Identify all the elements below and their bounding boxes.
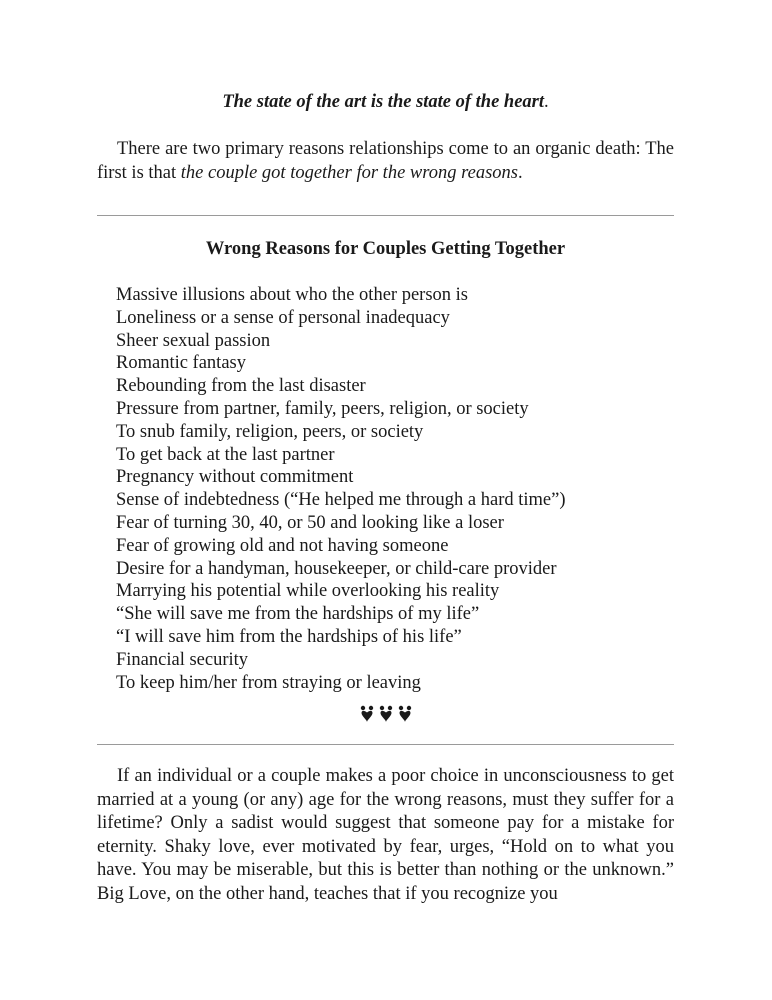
list-item: Romantic fantasy — [116, 353, 246, 374]
list-item: To get back at the last partner — [116, 444, 335, 465]
epigraph — [97, 90, 674, 114]
list-item: Fear of turning 30, 40, or 50 and looking like a loser — [116, 512, 504, 533]
intro-text: There are two primary reasons relationships come to an organic death: The first is that — [97, 139, 674, 183]
reasons-list — [116, 284, 566, 694]
box-title: Wrong Reasons for Couples Getting Together — [205, 239, 566, 259]
list-item: Pregnancy without commitment — [116, 467, 354, 488]
list-item: Loneliness or a sense of personal inadequacy — [116, 307, 450, 328]
list-item: Financial security — [116, 649, 249, 670]
list-item: To keep him/her from straying or leaving — [116, 672, 421, 693]
list-item: Pressure from partner, family, peers, religion, or society — [116, 398, 529, 419]
list-item: Sense of indebtedness (“He helped me through a hard time”) — [116, 490, 566, 511]
list-item: “I will save him from the hardships of his life” — [116, 626, 462, 647]
intro-period: . — [518, 162, 523, 183]
epigraph-period: . — [544, 92, 549, 112]
intro-emphasis: the couple got together for the wrong reasons — [180, 162, 519, 183]
epigraph-text: The state of the art is the state of the heart — [222, 92, 545, 112]
list-item: Fear of growing old and not having someone — [116, 535, 449, 556]
list-item: Rebounding from the last disaster — [116, 376, 366, 397]
triple-heart-ornament-icon — [97, 704, 674, 728]
closing-paragraph: If an individual or a couple makes a poor choice in unconsciousness to get married at a young (or any) age for the wrong reasons, must they suffer for a lifetime? Only a sadist would suggest that someone pay for a mistake for eternity. Shaky love, ever motivated by fear, urges, “Hold on to what you have. You may be miserable, but this is better than nothing or the unknown.” Big Love, on the other hand, teaches that if you recognize you — [97, 766, 674, 904]
list-item: Massive illusions about who the other person is — [116, 285, 468, 305]
list-item: Desire for a handyman, housekeeper, or child-care provider — [116, 558, 557, 579]
list-item: Sheer sexual passion — [116, 330, 271, 351]
list-item: Marrying his potential while overlooking his reality — [116, 581, 500, 602]
list-item: “She will save me from the hardships of my life” — [116, 604, 480, 625]
intro-paragraph — [97, 138, 674, 185]
list-item: To snub family, religion, peers, or society — [116, 421, 424, 442]
box-top-divider — [97, 215, 674, 216]
box-bottom-divider — [97, 744, 674, 745]
